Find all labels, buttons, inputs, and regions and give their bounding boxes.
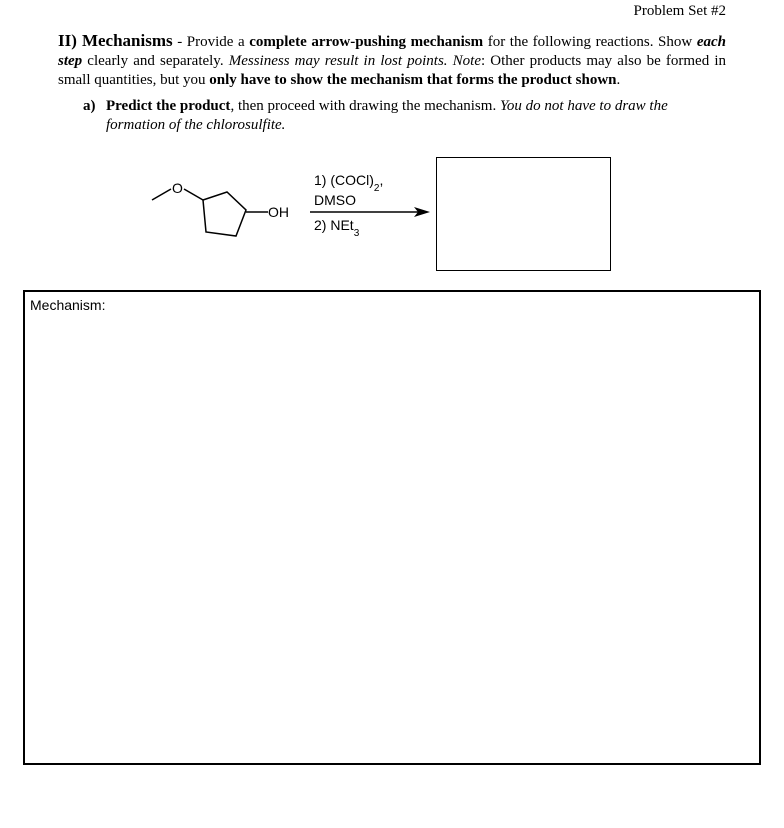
mechanism-answer-box[interactable] bbox=[23, 290, 761, 765]
product-answer-box[interactable] bbox=[436, 157, 611, 271]
section-heading: II) Mechanisms bbox=[58, 31, 173, 50]
ether-oxygen: O bbox=[172, 180, 183, 196]
o-ch2-bond bbox=[184, 189, 203, 200]
cyclopentane-ring bbox=[203, 192, 246, 236]
part-letter: a) bbox=[83, 98, 96, 114]
reagent-step-1-solvent: DMSO bbox=[314, 192, 356, 208]
mechanism-label: Mechanism: bbox=[30, 297, 106, 313]
reagent-step-1: 1) $(COCl)_2$, bbox=[314, 172, 384, 194]
reagent-step-2: 2) NEt$_3$ bbox=[314, 217, 360, 239]
instructions-paragraph: II) Mechanisms - Provide a complete arrow-pushing mechanism for the following reactions. Show each step clearly and separately. Messiness may result in lost points. Note: Other products may also be formed in small quantities, but you only have to show the mechanism that forms the product shown. bbox=[58, 31, 726, 88]
reaction-scheme bbox=[0, 0, 784, 290]
hydroxyl-group: OH bbox=[268, 204, 289, 220]
part-a-question: a) Predict the product, then proceed with drawing the mechanism. You do not have to draw the formation of the chlorosulfite. bbox=[83, 98, 668, 133]
methyl-bond bbox=[152, 189, 171, 200]
problem-set-title: Problem Set #2 bbox=[633, 3, 726, 19]
